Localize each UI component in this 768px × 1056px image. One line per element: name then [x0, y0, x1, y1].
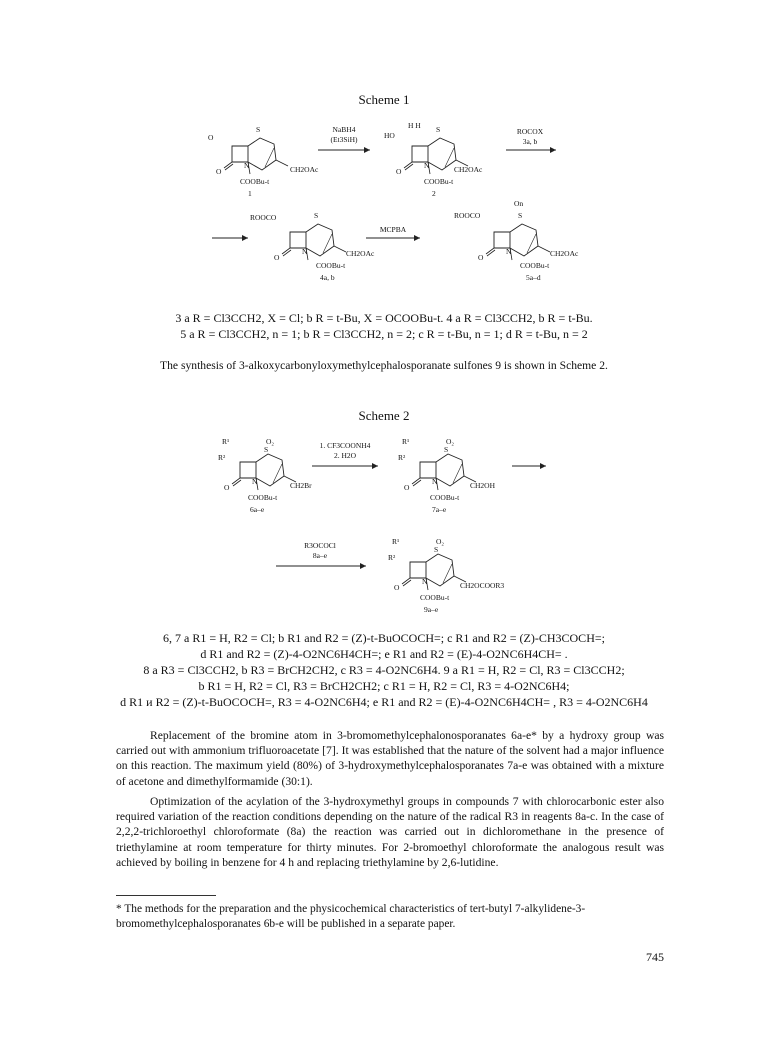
c5-substituent: CH2OAc — [550, 249, 579, 258]
paragraph-2: Optimization of the acylation of the 3-hydroxymethyl groups in compounds 7 with chlorocarbonic ester also required variation of the reaction conditions depending on the nature of the radical R3 in reagents 8a-c. In the case of 2,2,2-trichloroethyl chloroformate (8a) the reaction was carried out in dichloromethane in the presence of triethylamine at room temperature for thirty minutes. For 2-bromoethyl chloroformate the analogous result was achieved by boiling in benzene for 4 h and replacing triethylamine by 2,6-lutidine. — [116, 795, 664, 869]
scheme-1-caption-1: 3 a R = Cl3CCH2, X = Cl; b R = t-Bu, X = OCOOBu-t. 4 a R = Cl3CCH2, b R = t-Bu. — [175, 311, 593, 325]
c2-top: HO — [384, 131, 395, 140]
c2-label: 2 — [432, 189, 436, 198]
scheme-1-caption-2: 5 a R = Cl3CCH2, n = 1; b R = Cl3CCH2, n = 2; c R = t-Bu, n = 1; d R = t-Bu, n = 2 — [180, 327, 588, 341]
s2-arrow-2-bottom: 8a–e — [312, 551, 328, 560]
svg-text:S: S — [444, 445, 449, 454]
scheme-2-caption-1: 6, 7 a R1 = H, R2 = Cl; b R1 and R2 = (Z)-t-BuOCOCH=; c R1 and R2 = (Z)-CH3COCH=; — [163, 631, 605, 645]
svg-text:S: S — [434, 545, 439, 554]
intro-sentence: The synthesis of 3-alkoxycarbonyloxymethylcephalosporanate sulfones 9 is shown in Scheme 2. — [160, 359, 608, 372]
svg-text:O: O — [208, 133, 214, 142]
svg-text:O: O — [396, 167, 402, 176]
svg-text:S: S — [256, 125, 261, 134]
svg-text:O₂: O₂ — [436, 537, 445, 546]
scheme-2-title: Scheme 2 — [358, 408, 410, 423]
c2-substituent: CH2OAc — [454, 165, 483, 174]
svg-text:S: S — [518, 211, 523, 220]
svg-text:N: N — [252, 477, 258, 486]
svg-text:O₂: O₂ — [446, 437, 455, 446]
s2-arrow-2-top: R3OCOCl — [304, 541, 336, 550]
svg-text:N: N — [244, 161, 250, 170]
svg-text:R²: R² — [398, 453, 406, 462]
c7-label: 7a–e — [432, 505, 447, 514]
svg-text:N: N — [302, 247, 308, 256]
svg-text:N: N — [432, 477, 438, 486]
c6-label: 6a–e — [250, 505, 265, 514]
c9-ester: COOBu-t — [420, 593, 450, 602]
c1-substituent: CH2OAc — [290, 165, 319, 174]
svg-text:S: S — [314, 211, 319, 220]
paragraph-1: Replacement of the bromine atom in 3-bromomethylcephalonosporanates 6a-e* by a hydroxy group was carried out with ammonium trifluoroacetate [7]. It was established that the nature of the solvent had a major influence on this reaction. The maximum yield (80%) of 3-hydroxymethylcephalosporanates 7a-e was obtained with a mixture of acetone and dimethylformamide (30:1). — [116, 729, 664, 788]
s1-arrow-1-bottom: (Et3SiH) — [330, 135, 358, 144]
compound-9 — [388, 537, 466, 592]
svg-text:R²: R² — [218, 453, 226, 462]
c1-ester: COOBu-t — [240, 177, 270, 186]
svg-text:O: O — [224, 483, 230, 492]
scheme-2-caption-3: 8 a R3 = Cl3CCH2, b R3 = BrCH2CH2, c R3 = 4-O2NC6H4. 9 a R1 = H, R2 = Cl, R3 = Cl3CCH2; — [143, 663, 625, 677]
svg-text:N: N — [506, 247, 512, 256]
svg-text:O: O — [404, 483, 410, 492]
c4-ester: COOBu-t — [316, 261, 346, 270]
c5-top: ROOCO — [454, 211, 481, 220]
svg-text:N: N — [422, 577, 428, 586]
scheme-2-caption-2: d R1 and R2 = (Z)-4-O2NC6H4CH=; e R1 and R2 = (E)-4-O2NC6H4CH= . — [200, 647, 568, 661]
svg-text:S: S — [436, 125, 441, 134]
c5-ester: COOBu-t — [520, 261, 550, 270]
c1-label: 1 — [248, 189, 252, 198]
c4-top: ROOCO — [250, 213, 277, 222]
s2-arrow-1-top: 1. CF3COONH4 — [319, 441, 371, 450]
c2-hh: H H — [408, 121, 421, 130]
compound-6 — [218, 437, 296, 492]
svg-text:S: S — [264, 445, 269, 454]
c6-substituent: CH2Br — [290, 481, 312, 490]
c2-ester: COOBu-t — [424, 177, 454, 186]
svg-text:R¹: R¹ — [222, 437, 230, 446]
svg-text:O: O — [274, 253, 280, 262]
svg-text:O: O — [394, 583, 400, 592]
svg-text:O: O — [216, 167, 222, 176]
c5-on: On — [514, 199, 524, 208]
c4-substituent: CH2OAc — [346, 249, 375, 258]
s1-arrow-1-top: NaBH4 — [332, 125, 356, 134]
svg-text:R¹: R¹ — [392, 537, 400, 546]
svg-text:O₂: O₂ — [266, 437, 275, 446]
scheme-2-caption-4: b R1 = H, R2 = Cl, R3 = BrCH2CH2; c R1 = H, R2 = Cl, R3 = 4-O2NC6H4; — [198, 679, 570, 693]
c9-label: 9a–e — [424, 605, 439, 614]
c7-substituent: CH2OH — [470, 481, 496, 490]
s1-arrow-3-top: MCPBA — [379, 225, 407, 234]
footnote-rule — [116, 895, 216, 896]
s1-arrow-2-bottom: 3a, b — [522, 137, 538, 146]
svg-text:N: N — [424, 161, 430, 170]
c7-ester: COOBu-t — [430, 493, 460, 502]
s1-arrow-2-top: ROCOX — [516, 127, 544, 136]
s2-arrow-1-bottom: 2. H2O — [333, 451, 357, 460]
c6-ester: COOBu-t — [248, 493, 278, 502]
page-number: 745 — [646, 950, 664, 964]
svg-text:R¹: R¹ — [402, 437, 410, 446]
c9-substituent: CH2OCOOR3 — [460, 581, 505, 590]
footnote: * The methods for the preparation and the physicochemical characteristics of tert-butyl 7-alkylidene-3-bromomethylcephalosporanates 6b-e will be published in a separate paper. — [116, 903, 586, 930]
scheme-2-caption-5: d R1 и R2 = (Z)-t-BuOCOCH=, R3 = 4-O2NC6H4; e R1 and R2 = (E)-4-O2NC6H4CH= , R3 = 4-O2NC6H4 — [120, 695, 648, 709]
svg-text:O: O — [478, 253, 484, 262]
c4-label: 4a, b — [320, 273, 335, 282]
compound-7 — [398, 437, 476, 492]
svg-text:R²: R² — [388, 553, 396, 562]
scheme-1-title: Scheme 1 — [358, 92, 410, 107]
c5-label: 5a–d — [526, 273, 541, 282]
